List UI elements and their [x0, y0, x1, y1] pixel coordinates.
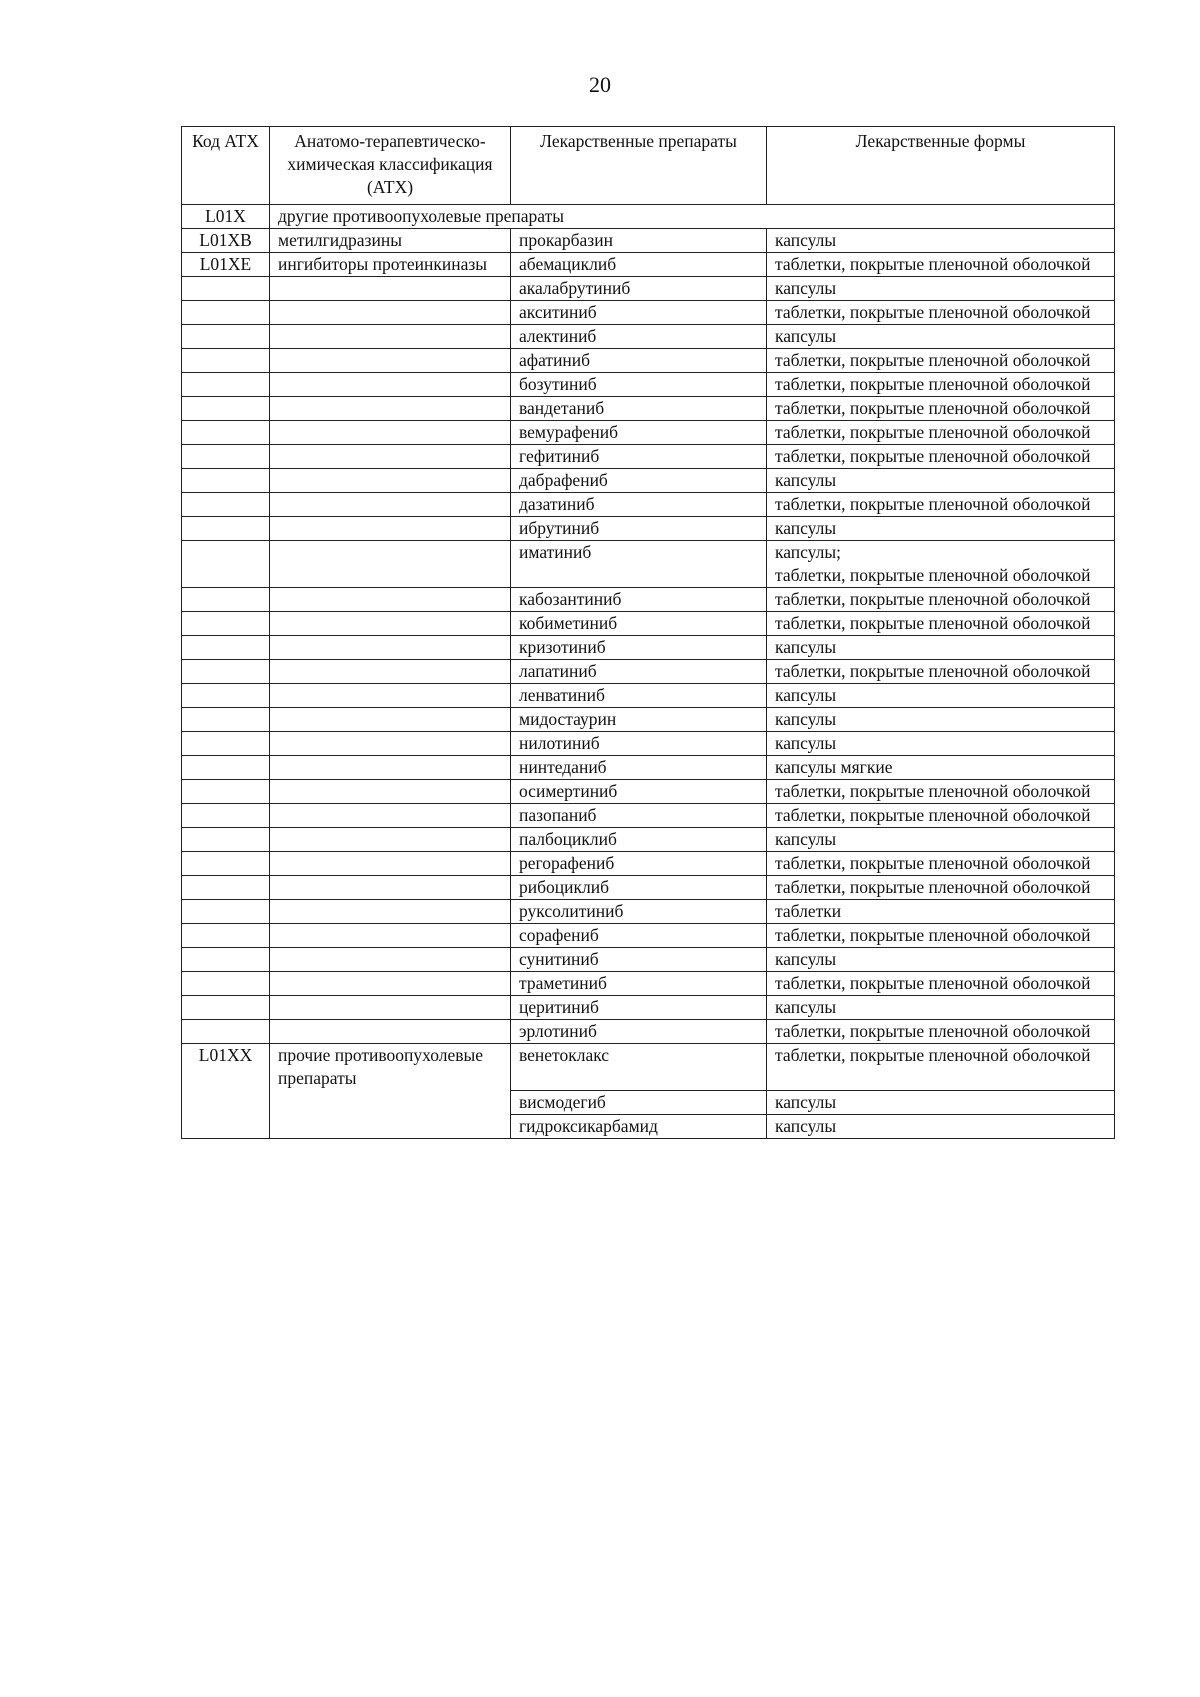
- row-classification: [270, 756, 511, 780]
- row-drug-name: эрлотиниб: [511, 1020, 767, 1044]
- table-row: [182, 277, 1115, 301]
- row-dosage-form: таблетки, покрытые пленочной оболочкой: [767, 1020, 1115, 1044]
- table-row: [182, 612, 1115, 636]
- row-code: [182, 684, 270, 708]
- row-drug-name: нинтеданиб: [511, 756, 767, 780]
- table-row: [182, 804, 1115, 828]
- row-classification: ингибиторы протеинкиназы: [270, 253, 511, 277]
- row-classification: [270, 1090, 511, 1114]
- row-classification: [270, 972, 511, 996]
- row-dosage-form: таблетки, покрытые пленочной оболочкой: [767, 780, 1115, 804]
- table-row: [182, 373, 1115, 397]
- row-dosage-form: капсулы; таблетки, покрытые пленочной оболочкой: [767, 541, 1115, 588]
- row-drug-name: абемациклиб: [511, 253, 767, 277]
- row-code: [182, 828, 270, 852]
- table-row: [182, 445, 1115, 469]
- table-row: [182, 1090, 1115, 1114]
- row-drug-name: ленватиниб: [511, 684, 767, 708]
- row-drug-name: руксолитиниб: [511, 900, 767, 924]
- row-drug-name: осимертиниб: [511, 780, 767, 804]
- row-code: [182, 277, 270, 301]
- row-code: [182, 493, 270, 517]
- table-row: [182, 517, 1115, 541]
- row-dosage-form: капсулы: [767, 708, 1115, 732]
- table-row: [182, 684, 1115, 708]
- row-dosage-form: капсулы: [767, 1114, 1115, 1138]
- row-classification: [270, 445, 511, 469]
- row-drug-name: регорафениб: [511, 852, 767, 876]
- row-code: [182, 1114, 270, 1138]
- row-dosage-form: таблетки, покрытые пленочной оболочкой: [767, 804, 1115, 828]
- table-row: [182, 229, 1115, 253]
- table-row: [182, 541, 1115, 588]
- table-row: [182, 828, 1115, 852]
- table-row: [182, 924, 1115, 948]
- row-classification: [270, 301, 511, 325]
- row-code: [182, 804, 270, 828]
- row-drug-name: алектиниб: [511, 325, 767, 349]
- row-dosage-form: таблетки, покрытые пленочной оболочкой: [767, 373, 1115, 397]
- row-dosage-form: таблетки, покрытые пленочной оболочкой: [767, 852, 1115, 876]
- group-code: L01X: [182, 205, 270, 229]
- row-code: [182, 996, 270, 1020]
- row-classification: [270, 277, 511, 301]
- row-code: [182, 732, 270, 756]
- row-code: [182, 469, 270, 493]
- table-row: [182, 852, 1115, 876]
- row-code: [182, 445, 270, 469]
- table-row: [182, 1044, 1115, 1091]
- row-classification: [270, 924, 511, 948]
- row-classification: [270, 996, 511, 1020]
- row-dosage-form: таблетки, покрытые пленочной оболочкой: [767, 1044, 1115, 1091]
- row-code: L01XE: [182, 253, 270, 277]
- row-dosage-form: таблетки, покрытые пленочной оболочкой: [767, 972, 1115, 996]
- row-drug-name: дазатиниб: [511, 493, 767, 517]
- table-row: [182, 780, 1115, 804]
- row-dosage-form: таблетки, покрытые пленочной оболочкой: [767, 301, 1115, 325]
- row-code: [182, 421, 270, 445]
- row-dosage-form: капсулы: [767, 1090, 1115, 1114]
- row-code: [182, 397, 270, 421]
- row-dosage-form: капсулы: [767, 469, 1115, 493]
- row-classification: [270, 852, 511, 876]
- row-classification: метилгидразины: [270, 229, 511, 253]
- row-classification: [270, 1114, 511, 1138]
- table-row: [182, 253, 1115, 277]
- group-row-l01x: [182, 205, 1115, 229]
- row-classification: [270, 636, 511, 660]
- row-dosage-form: капсулы: [767, 996, 1115, 1020]
- group-name: другие противоопухолевые препараты: [270, 205, 1115, 229]
- row-classification: [270, 780, 511, 804]
- row-dosage-form: таблетки, покрытые пленочной оболочкой: [767, 588, 1115, 612]
- header-forms: Лекарственные формы: [767, 127, 1115, 205]
- row-dosage-form: таблетки, покрытые пленочной оболочкой: [767, 876, 1115, 900]
- row-classification: прочие противоопухолевые препараты: [270, 1044, 511, 1091]
- row-drug-name: ибрутиниб: [511, 517, 767, 541]
- row-drug-name: акалабрутиниб: [511, 277, 767, 301]
- table-row: [182, 948, 1115, 972]
- row-drug-name: прокарбазин: [511, 229, 767, 253]
- row-code: [182, 301, 270, 325]
- row-drug-name: сунитиниб: [511, 948, 767, 972]
- table-row: [182, 493, 1115, 517]
- row-dosage-form: таблетки, покрытые пленочной оболочкой: [767, 924, 1115, 948]
- row-drug-name: акситиниб: [511, 301, 767, 325]
- row-drug-name: пазопаниб: [511, 804, 767, 828]
- row-drug-name: гефитиниб: [511, 445, 767, 469]
- table-header-row: [182, 127, 1115, 205]
- row-code: [182, 636, 270, 660]
- table-row: [182, 1114, 1115, 1138]
- row-drug-name: церитиниб: [511, 996, 767, 1020]
- table-row: [182, 756, 1115, 780]
- row-drug-name: траметиниб: [511, 972, 767, 996]
- row-classification: [270, 804, 511, 828]
- row-drug-name: кризотиниб: [511, 636, 767, 660]
- row-code: [182, 612, 270, 636]
- row-code: [182, 852, 270, 876]
- row-drug-name: гидроксикарбамид: [511, 1114, 767, 1138]
- row-classification: [270, 325, 511, 349]
- row-code: [182, 900, 270, 924]
- row-dosage-form: капсулы: [767, 828, 1115, 852]
- row-dosage-form: капсулы мягкие: [767, 756, 1115, 780]
- row-code: [182, 948, 270, 972]
- atc-drug-table: [181, 126, 1115, 1139]
- row-classification: [270, 948, 511, 972]
- page-number: 20: [589, 72, 611, 97]
- row-drug-name: кабозантиниб: [511, 588, 767, 612]
- row-classification: [270, 469, 511, 493]
- row-dosage-form: таблетки, покрытые пленочной оболочкой: [767, 660, 1115, 684]
- header-classification: Анатомо-терапевтическо-химическая классификация (АТХ): [270, 127, 511, 205]
- table-row: [182, 325, 1115, 349]
- row-classification: [270, 493, 511, 517]
- table-row: [182, 469, 1115, 493]
- table-row: [182, 972, 1115, 996]
- row-drug-name: афатиниб: [511, 349, 767, 373]
- row-dosage-form: капсулы: [767, 517, 1115, 541]
- header-code: Код АТХ: [182, 127, 270, 205]
- table-row: [182, 588, 1115, 612]
- row-classification: [270, 732, 511, 756]
- row-drug-name: лапатиниб: [511, 660, 767, 684]
- table-body: [182, 205, 1115, 1139]
- row-code: [182, 325, 270, 349]
- row-drug-name: нилотиниб: [511, 732, 767, 756]
- row-code: [182, 972, 270, 996]
- table-row: [182, 397, 1115, 421]
- header-drugs: Лекарственные препараты: [511, 127, 767, 205]
- row-code: [182, 1090, 270, 1114]
- row-code: [182, 660, 270, 684]
- table-row: [182, 900, 1115, 924]
- row-classification: [270, 900, 511, 924]
- row-dosage-form: таблетки, покрытые пленочной оболочкой: [767, 421, 1115, 445]
- row-dosage-form: капсулы: [767, 732, 1115, 756]
- row-classification: [270, 541, 511, 588]
- row-drug-name: вандетаниб: [511, 397, 767, 421]
- row-code: [182, 924, 270, 948]
- row-classification: [270, 1020, 511, 1044]
- table-row: [182, 708, 1115, 732]
- row-drug-name: иматиниб: [511, 541, 767, 588]
- row-classification: [270, 612, 511, 636]
- row-classification: [270, 517, 511, 541]
- row-code: L01XB: [182, 229, 270, 253]
- row-classification: [270, 684, 511, 708]
- row-classification: [270, 373, 511, 397]
- row-code: [182, 588, 270, 612]
- row-dosage-form: капсулы: [767, 636, 1115, 660]
- row-drug-name: сорафениб: [511, 924, 767, 948]
- row-code: [182, 1020, 270, 1044]
- table-row: [182, 876, 1115, 900]
- table-row: [182, 660, 1115, 684]
- table-row: [182, 349, 1115, 373]
- row-code: L01XX: [182, 1044, 270, 1091]
- row-drug-name: дабрафениб: [511, 469, 767, 493]
- row-classification: [270, 397, 511, 421]
- row-code: [182, 780, 270, 804]
- row-dosage-form: таблетки, покрытые пленочной оболочкой: [767, 397, 1115, 421]
- row-drug-name: венетоклакс: [511, 1044, 767, 1091]
- row-dosage-form: капсулы: [767, 229, 1115, 253]
- row-code: [182, 541, 270, 588]
- row-dosage-form: таблетки, покрытые пленочной оболочкой: [767, 493, 1115, 517]
- row-dosage-form: капсулы: [767, 277, 1115, 301]
- row-classification: [270, 588, 511, 612]
- row-code: [182, 349, 270, 373]
- row-dosage-form: капсулы: [767, 948, 1115, 972]
- row-code: [182, 373, 270, 397]
- row-dosage-form: таблетки, покрытые пленочной оболочкой: [767, 253, 1115, 277]
- row-drug-name: кобиметиниб: [511, 612, 767, 636]
- row-dosage-form: таблетки, покрытые пленочной оболочкой: [767, 445, 1115, 469]
- row-classification: [270, 708, 511, 732]
- row-classification: [270, 876, 511, 900]
- row-code: [182, 756, 270, 780]
- row-drug-name: рибоциклиб: [511, 876, 767, 900]
- row-code: [182, 876, 270, 900]
- row-dosage-form: капсулы: [767, 684, 1115, 708]
- row-code: [182, 517, 270, 541]
- row-dosage-form: таблетки, покрытые пленочной оболочкой: [767, 349, 1115, 373]
- table-row: [182, 636, 1115, 660]
- row-classification: [270, 828, 511, 852]
- table-row: [182, 301, 1115, 325]
- table-row: [182, 996, 1115, 1020]
- row-drug-name: бозутиниб: [511, 373, 767, 397]
- row-classification: [270, 349, 511, 373]
- row-dosage-form: капсулы: [767, 325, 1115, 349]
- table-row: [182, 1020, 1115, 1044]
- table-row: [182, 421, 1115, 445]
- row-drug-name: вемурафениб: [511, 421, 767, 445]
- row-drug-name: мидостаурин: [511, 708, 767, 732]
- row-classification: [270, 421, 511, 445]
- row-drug-name: палбоциклиб: [511, 828, 767, 852]
- row-code: [182, 708, 270, 732]
- row-dosage-form: таблетки: [767, 900, 1115, 924]
- table-row: [182, 732, 1115, 756]
- row-classification: [270, 660, 511, 684]
- row-dosage-form: таблетки, покрытые пленочной оболочкой: [767, 612, 1115, 636]
- row-drug-name: висмодегиб: [511, 1090, 767, 1114]
